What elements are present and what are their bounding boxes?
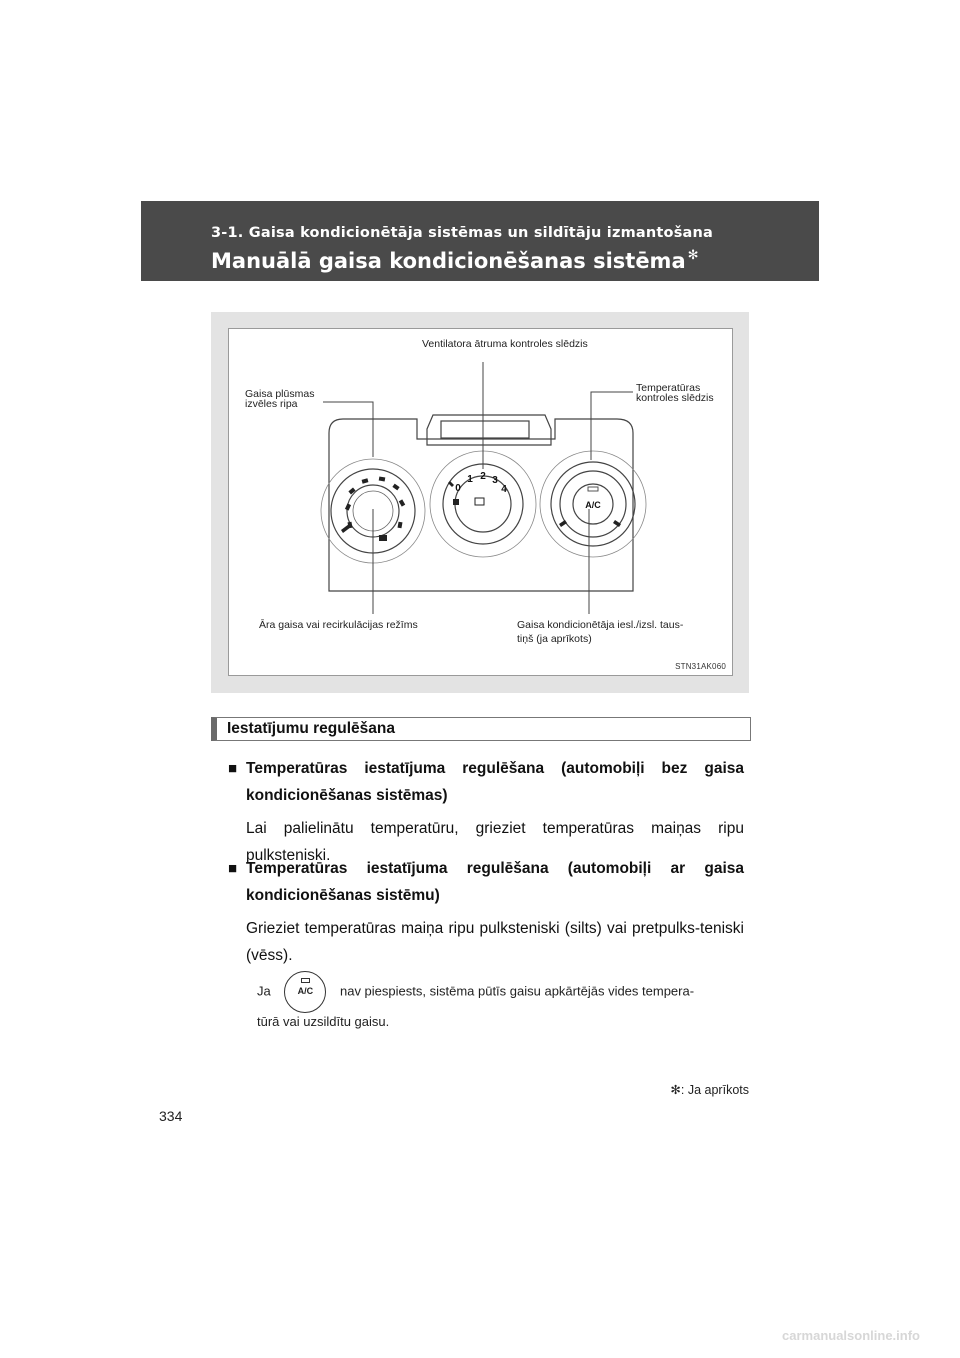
figure-frame (228, 328, 733, 676)
fan-speed-1: 1 (467, 474, 473, 485)
page-title-text: Manuālā gaisa kondicionēšanas sistēma (211, 249, 686, 273)
temp-label-line1: Temperatūras (636, 382, 701, 394)
ac-button-icon (284, 971, 326, 1013)
figure-code: STN31AK060 (675, 662, 726, 671)
item-heading: Temperatūras iestatījuma regulēšana (automobiļi bez gaisa kondicionēšanas sistēmas) (246, 760, 744, 804)
footnote (670, 1082, 749, 1097)
ac-note-line2: tūrā vai uzsildītu gaisu. (257, 1014, 390, 1029)
recirc-label: Āra gaisa vai recirkulācijas režīms (259, 619, 418, 631)
item-text: Grieziet temperatūras maiņa ripu pulksteniski (silts) vai pretpulks-teniski (vēss). (246, 920, 744, 964)
footnote-text: : Ja aprīkots (680, 1083, 749, 1097)
note-prefix: Ja (257, 983, 271, 999)
ac-indicator-icon (301, 978, 310, 983)
temp-leader (591, 392, 633, 460)
airflow-leader (323, 402, 373, 457)
ac-button-label: A/C (585, 500, 601, 510)
watermark: carmanualsonline.info (782, 1328, 920, 1343)
airflow-label-line1: Gaisa plūsmas (245, 388, 315, 400)
fan-speed-label: Ventilatora ātruma kontroles slēdzis (422, 338, 588, 350)
display-housing (427, 415, 551, 445)
page-title (211, 248, 699, 273)
item-text: Lai palielinātu temperatūru, grieziet temperatūras maiņas ripu pulksteniski. (246, 820, 744, 864)
square-bullet-icon: ■ (228, 860, 238, 877)
control-panel-figure (211, 312, 749, 693)
fan-icons (448, 481, 484, 505)
fan-speed-3: 3 (492, 475, 498, 486)
square-bullet-icon: ■ (228, 760, 238, 777)
airflow-label-line2: izvēles ripa (245, 398, 298, 410)
item-heading: Temperatūras iestatījuma regulēšana (automobiļi ar gaisa kondicionēšanas sistēmu) (246, 860, 744, 904)
fan-speed-2: 2 (480, 471, 486, 482)
fan-speed-0: 0 (455, 483, 461, 494)
fan-speed-4: 4 (501, 484, 507, 495)
section-title: 3-1. Gaisa kondicionētāja sistēmas un sildītāju izmantošana (211, 225, 714, 241)
ac-label-line2: tiņš (ja aprīkots) (517, 633, 592, 645)
item-with-ac (228, 855, 744, 969)
display-window (441, 421, 529, 438)
asterisk-icon: ✻ (670, 1083, 681, 1097)
asterisk-icon: ✻ (687, 248, 699, 263)
ac-note-line1 (257, 971, 745, 1013)
ac-indicator (588, 487, 598, 491)
ac-label-line1: Gaisa kondicionētāja iesl./izsl. taus- (517, 619, 684, 631)
page-number: 334 (159, 1108, 183, 1124)
section-heading-text: Iestatījumu regulēšana (227, 720, 395, 737)
chapter-header (141, 201, 819, 281)
ac-icon-label: A/C (297, 986, 314, 996)
item-without-ac (228, 755, 744, 869)
temp-label-line2: kontroles slēdzis (636, 392, 714, 404)
section-heading (211, 717, 751, 741)
note-line1-text: nav piespiests, sistēma pūtīs gaisu apkārtējās vides tempera- (339, 983, 695, 999)
